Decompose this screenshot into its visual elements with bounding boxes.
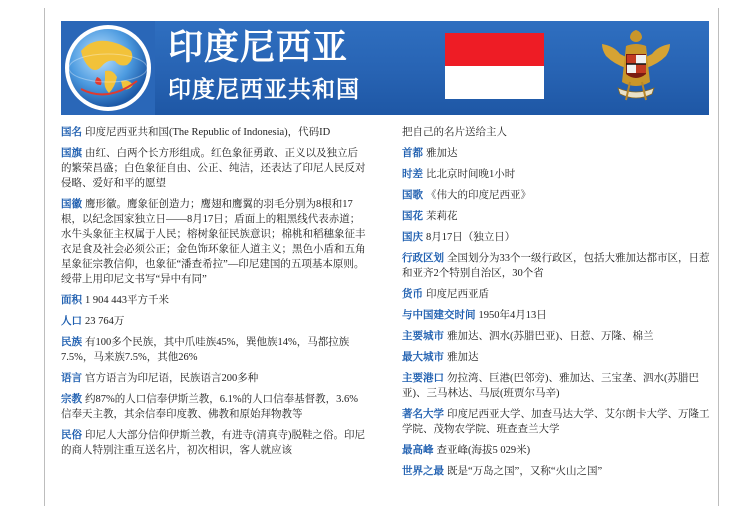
entry-text: 印度尼西亚共和国(The Republic of Indonesia)，代码ID [85,127,331,138]
entry-national-flower [402,209,717,224]
entry-text: 查亚峰(海拔5 029米) [436,445,531,456]
entry-text: 1 904 443平方千米 [85,295,169,306]
garuda-emblem-icon [596,24,676,108]
entry-population [61,314,367,329]
entry-language [61,371,367,386]
entry-national-emblem [61,197,367,287]
entry-major-ports [402,371,717,401]
entry-text: 8月17日（独立日） [426,232,516,243]
entry-country-name [61,125,367,140]
entry-label: 首都 [402,147,423,159]
entry-label: 语言 [61,372,82,384]
entry-national-anthem [402,188,717,203]
entry-national-day [402,230,717,245]
entry-label: 国名 [61,126,82,138]
entry-text: 全国划分为33个一级行政区，包括大雅加达都市区，日惹和亚齐2个特别自治区，30个省 [402,253,710,279]
entry-ethnic-groups [61,335,367,365]
globe-icon [61,21,155,115]
entry-text: 雅加达 [426,148,458,159]
entry-label: 最大城市 [402,351,444,363]
entry-text: 23 764万 [85,316,125,327]
entry-major-cities [402,329,717,344]
entry-label: 民族 [61,336,82,348]
entry-text: 印度尼西亚大学、加查马达大学、艾尔朗卡大学、万隆工学院、茂物农学院、班查查兰大学 [402,409,710,435]
entry-text: 勿拉湾、巨港(巴邻旁)、雅加达、三宝垄、泗水(苏腊巴亚)、三马林达、马辰(班贾尔马辛) [402,373,699,399]
entry-label: 主要港口 [402,372,444,384]
page-subtitle: 印度尼西亚共和国 [168,77,360,103]
entry-text: 由红、白两个长方形组成。红色象征勇敢、正义以及独立后的繁荣昌盛；白色象征自由、公正、纯洁，还表达了印尼人民反对侵略、爱好和平的愿望 [61,148,366,189]
entry-area [61,293,367,308]
entry-label: 时差 [402,168,423,180]
entry-label: 主要城市 [402,330,444,342]
entry-label: 国徽 [61,198,82,210]
entry-label: 货币 [402,288,423,300]
entry-text: 《伟大的印度尼西亚》 [426,190,531,201]
entry-text: 既是“万岛之国”，又称“火山之国” [447,466,603,477]
entry-text: 1950年4月13日 [478,310,547,321]
flag-red-band [445,33,544,66]
entry-label: 人口 [61,315,82,327]
entry-text: 茉莉花 [426,211,458,222]
entry-administrative-divisions [402,251,717,281]
entry-label: 与中国建交时间 [402,309,476,321]
right-margin-rule [718,8,719,506]
flag-white-band [445,66,544,99]
entry-famous-universities [402,407,717,437]
entry-label: 著名大学 [402,408,444,420]
entry-text: 雅加达、泗水(苏腊巴亚)、日惹、万隆、棉兰 [447,331,654,342]
entry-label: 世界之最 [402,465,444,477]
entry-highest-peak [402,443,717,458]
entry-label: 最高峰 [402,444,434,456]
entry-religion [61,392,367,422]
entry-label: 国庆 [402,231,423,243]
indonesia-flag-icon [445,33,544,99]
entry-capital [402,146,717,161]
entry-largest-city [402,350,717,365]
entry-text: 有100多个民族，其中爪哇族45%，巽他族14%，马都拉族7.5%，马来族7.5%，其他26% [61,337,350,363]
entry-label: 民俗 [61,429,82,441]
entry-label: 宗教 [61,393,82,405]
entry-label: 国旗 [61,147,82,159]
entry-text: 官方语言为印尼语，民族语言200多种 [85,373,259,384]
entry-text: 印尼人大部分信仰伊斯兰教，有进寺(清真寺)脱鞋之俗。印尼的商人特别注重互送名片，初次相识，客人就应该 [61,430,365,456]
entry-label: 行政区划 [402,252,444,264]
left-margin-rule [44,8,45,506]
entry-world-records [402,464,717,479]
entry-label: 面积 [61,294,82,306]
left-column [61,125,367,464]
entry-text: 比北京时间晚1小时 [426,169,516,180]
page-title: 印度尼西亚 [168,28,349,68]
entry-time-difference [402,167,717,182]
customs-continuation-text: 把自己的名片送给主人 [402,127,507,138]
entry-label: 国花 [402,210,423,222]
entry-text: 约87%的人口信奉伊斯兰教，6.1%的人口信奉基督教，3.6%信奉天主教，其余信奉印度教、佛教和原始拜物教等 [61,394,358,420]
entry-label: 国歌 [402,189,423,201]
entry-customs [61,428,367,458]
entry-national-flag [61,146,367,191]
entry-text: 印度尼西亚盾 [426,289,489,300]
entry-currency [402,287,717,302]
right-column [402,125,717,485]
entry-text: 雅加达 [447,352,479,363]
entry-diplomatic-relations [402,308,717,323]
entry-text: 鹰形徽。鹰象征创造力；鹰翅和鹰翼的羽毛分别为8根和17根，以纪念国家独立日——8月17日；盾面上的粗黑线代表赤道；水牛头象征主权属于人民；榕树象征民族意识；棉桃和稻穗象征丰衣足食及社会必须公正；金色饰环象征人道主义；黑色小盾和五角星象征宗教信仰，也象征“潘查希拉”—印尼建国的五项基本原则。绶带上用印尼文书写“异中有同” [61,199,366,285]
